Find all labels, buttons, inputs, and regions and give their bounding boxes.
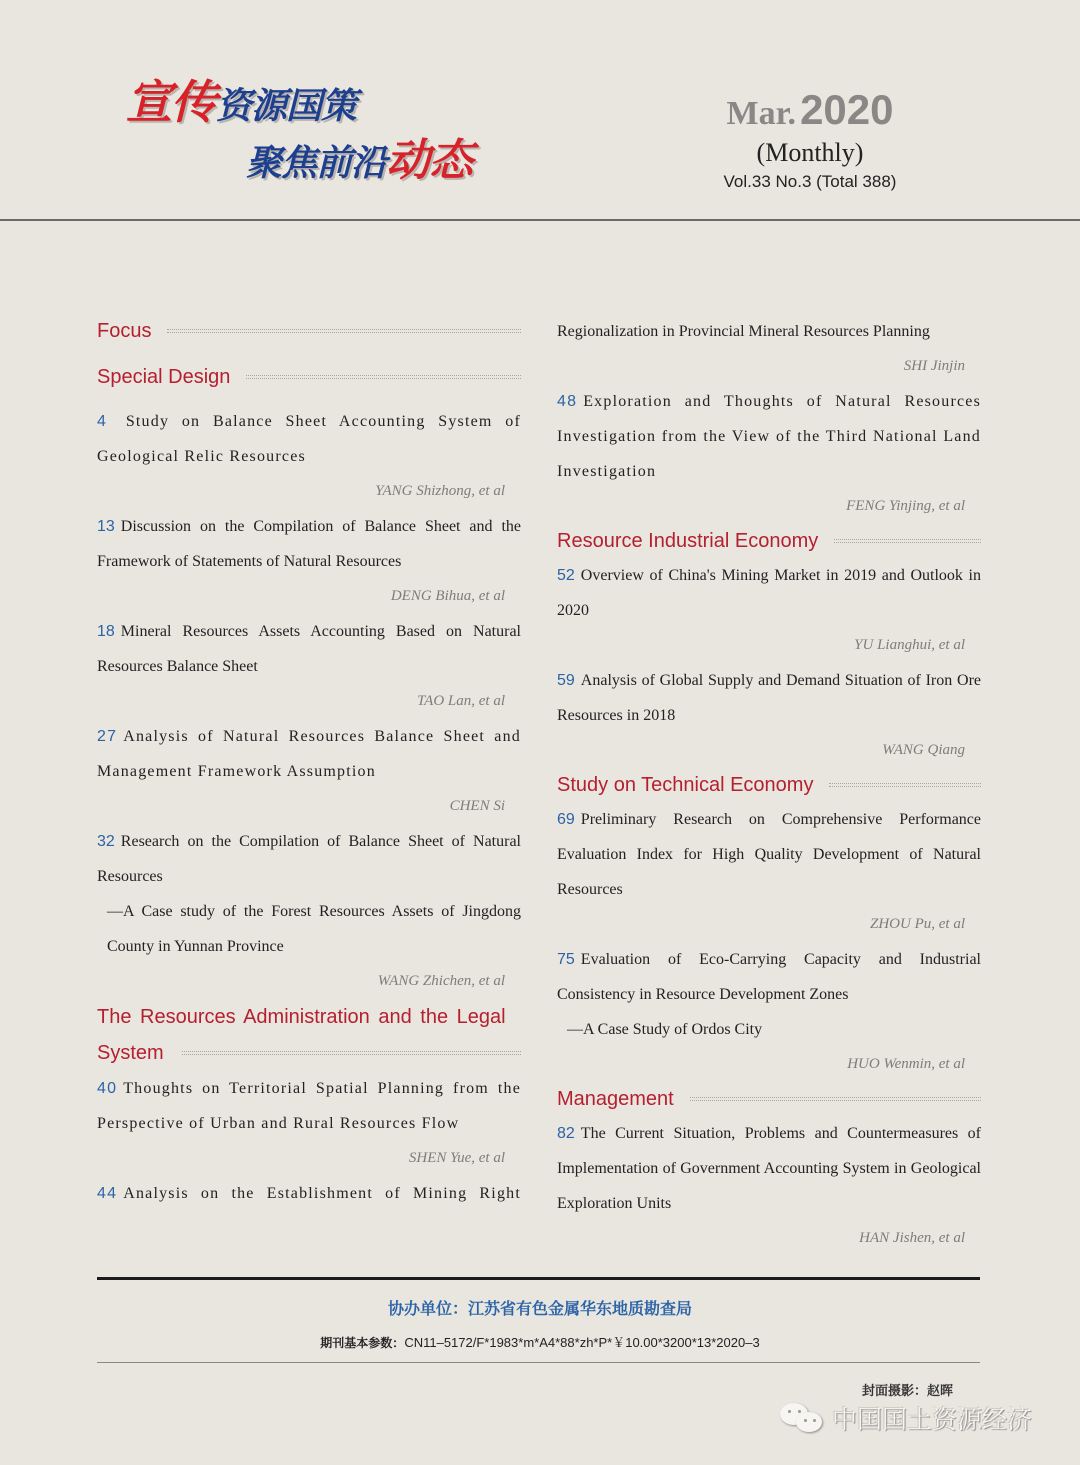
toc-entry[interactable] (557, 942, 981, 1082)
watermark-text: 中国国土资源经济 (832, 1405, 1033, 1434)
section-title: Study on Technical Economy (557, 773, 814, 796)
article-title: Overview of China's Mining Market in 2019 and Outlook in 2020 (557, 567, 981, 619)
section-heading-technical-economy[interactable] (557, 768, 981, 802)
article-title: Analysis of Global Supply and Demand Situation of Iron Ore Resources in 2018 (557, 672, 981, 724)
page-number: 69 (557, 811, 575, 828)
issue-date (700, 86, 920, 134)
wechat-icon (778, 1401, 826, 1435)
co-organizer: 协办单位：江苏省有色金属华东地质勘查局 (387, 1299, 692, 1318)
slogan-line-2 (246, 124, 472, 188)
dot-leader (829, 783, 981, 787)
page-number: 59 (557, 672, 575, 689)
article-author: HUO Wenmin, et al (847, 1056, 965, 1072)
toc-entry[interactable] (97, 509, 521, 614)
header-divider (0, 219, 1080, 221)
toc-entry-continued[interactable] (557, 314, 981, 384)
wechat-watermark (778, 1400, 1032, 1436)
section-title: Management (557, 1087, 674, 1110)
toc-entry[interactable] (557, 558, 981, 663)
toc-entry[interactable] (557, 663, 981, 768)
article-author: SHI Jinjin (903, 358, 965, 374)
page-number: 52 (557, 567, 575, 584)
slogan-blue-text: 聚焦前沿 (246, 143, 387, 184)
article-author: YU Lianghui, et al (854, 637, 965, 653)
article-author: WANG Zhichen, et al (377, 973, 505, 989)
article-title: Evaluation of Eco-Carrying Capacity and Industrial Consistency in Resource Development Zones (557, 951, 981, 1003)
article-subtitle: —A Case study of the Forest Resources Assets of Jingdong County in Yunnan Province (107, 903, 521, 955)
toc-entry[interactable] (97, 404, 521, 509)
issue-frequency: (Monthly) (756, 138, 864, 167)
section-title: Special Design (97, 365, 231, 388)
issue-info (700, 86, 920, 192)
page-number: 40 (97, 1080, 118, 1097)
section-heading-admin-legal-cont[interactable] (97, 1035, 521, 1071)
article-title: Exploration and Thoughts of Natural Resources Investigation from the View of the Third National Land Investigation (557, 393, 981, 480)
section-heading-admin-legal[interactable] (97, 999, 521, 1035)
toc-entry[interactable] (97, 614, 521, 719)
dot-leader (167, 329, 521, 333)
article-author: ZHOU Pu, et al (870, 916, 965, 932)
article-title: Analysis on the Establishment of Mining Right (123, 1185, 521, 1202)
issue-year: 2020 (800, 86, 894, 133)
section-title: Resource Industrial Economy (557, 529, 819, 552)
header (0, 0, 1080, 220)
toc-entry[interactable] (97, 1071, 521, 1176)
page-number: 18 (97, 623, 115, 640)
toc-right-column (557, 314, 981, 1256)
journal-parameters-label: 期刊基本参数： (320, 1336, 405, 1350)
toc-entry[interactable] (557, 802, 981, 942)
article-title: Regionalization in Provincial Mineral Resources Planning (557, 323, 930, 340)
section-heading-management[interactable] (557, 1082, 981, 1116)
page-number: 4 (97, 413, 108, 430)
article-author: FENG Yinjing, et al (846, 498, 965, 514)
article-title: Discussion on the Compilation of Balance Sheet and the Framework of Statements of Natural Resources (97, 518, 521, 570)
dot-leader (690, 1097, 981, 1101)
journal-parameters (0, 1332, 1080, 1351)
slogan-blue-text: 资源国策 (216, 86, 357, 127)
article-title: Mineral Resources Assets Accounting Based on Natural Resources Balance Sheet (97, 623, 521, 675)
page-number: 82 (557, 1125, 575, 1142)
toc-entry[interactable] (557, 1116, 981, 1256)
journal-parameters-value: CN11–5172/F*1983*m*A4*88*zh*P*￥10.00*3200*13*2020–3 (404, 1335, 760, 1350)
article-author: TAO Lan, et al (416, 693, 505, 709)
section-heading-focus[interactable] (97, 314, 521, 348)
article-title: The Current Situation, Problems and Countermeasures of Implementation of Government Accounting System in Geological Exploration Units (557, 1125, 981, 1212)
section-title: System (97, 1041, 164, 1064)
article-author: SHEN Yue, et al (408, 1150, 505, 1166)
article-author: DENG Bihua, et al (390, 588, 505, 604)
page-number: 13 (97, 518, 115, 535)
article-author: WANG Qiang (882, 742, 965, 758)
article-author: HAN Jishen, et al (859, 1230, 965, 1246)
page-number: 44 (97, 1185, 118, 1202)
photo-credit: 封面摄影：赵晖 (862, 1384, 954, 1399)
article-title: Thoughts on Territorial Spatial Planning from the Perspective of Urban and Rural Resources Flow (97, 1080, 521, 1132)
footer-divider-thick (97, 1277, 980, 1280)
article-subtitle: —A Case Study of Ordos City (567, 1021, 763, 1038)
toc-entry[interactable] (97, 719, 521, 824)
article-title: Analysis of Natural Resources Balance Sheet and Management Framework Assumption (97, 728, 521, 780)
dot-leader (834, 539, 981, 543)
section-title: Focus (97, 319, 152, 342)
page-number: 27 (97, 728, 118, 745)
article-author: CHEN Si (449, 798, 505, 814)
slogan-red-text: 动态 (386, 135, 473, 186)
article-title: Study on Balance Sheet Accounting System of Geological Relic Resources (97, 413, 521, 465)
dot-leader (182, 1051, 521, 1055)
section-heading-special-design[interactable] (97, 360, 521, 394)
article-title: Research on the Compilation of Balance Sheet of Natural Resources (97, 833, 521, 885)
slogan-red-text: 宣传 (126, 75, 216, 129)
footer-divider-thin (97, 1362, 980, 1363)
toc-entry[interactable] (97, 824, 521, 999)
toc-entry[interactable] (97, 1176, 521, 1211)
page-number: 48 (557, 393, 578, 410)
toc-entry[interactable] (557, 384, 981, 524)
section-title: The Resources Administration and the Legal (97, 1006, 506, 1028)
article-title: Preliminary Research on Comprehensive Performance Evaluation Index for High Quality Development of Natural Resources (557, 811, 981, 898)
section-heading-resource-industrial-economy[interactable] (557, 524, 981, 558)
dot-leader (246, 375, 521, 379)
slogan-line-1 (126, 66, 356, 132)
page-number: 75 (557, 951, 575, 968)
article-author: YANG Shizhong, et al (375, 483, 505, 499)
page-number: 32 (97, 833, 115, 850)
issue-volume: Vol.33 No.3 (Total 388) (723, 172, 897, 191)
issue-month: Mar. (726, 95, 797, 132)
toc-left-column (97, 314, 521, 1211)
